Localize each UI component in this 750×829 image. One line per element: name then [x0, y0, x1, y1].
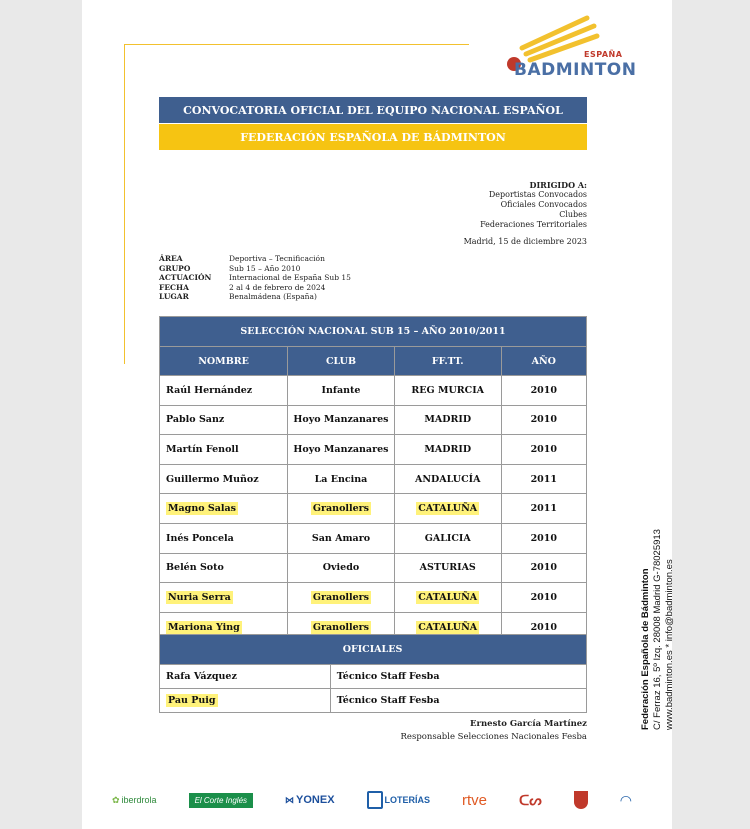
document-page: [82, 0, 675, 829]
column-header-ano: AÑO: [501, 347, 586, 376]
player-name-highlighted: Mariona Ying: [168, 621, 240, 633]
table-row: [160, 689, 587, 713]
player-name: Belén Soto: [160, 553, 288, 583]
leaf-icon: ✿: [112, 794, 120, 805]
player-name: Guillermo Muñoz: [160, 464, 288, 494]
official-name-highlighted: Pau Puig: [168, 695, 216, 706]
player-name: Martín Fenoll: [160, 435, 288, 465]
officials-table: [159, 634, 587, 713]
player-fftt: ASTURIAS: [394, 553, 501, 583]
rtve-logo: rtve: [462, 791, 488, 809]
sidebar-web: www.badminton.es * info@badminton.es: [664, 559, 675, 730]
signature-block: [401, 718, 587, 744]
player-name-highlighted: Magno Salas: [168, 503, 236, 515]
player-fftt-highlighted: CATALUÑA: [418, 621, 478, 633]
sidebar-address: [640, 529, 676, 730]
player-fftt-highlighted: CATALUÑA: [418, 591, 478, 603]
iberdrola-logo: ✿ iberdrola: [112, 794, 157, 805]
table-row: [160, 435, 587, 465]
olympic-committee-logo: [574, 791, 588, 809]
table-row: [160, 376, 587, 406]
logo-espana-text: ESPAÑA: [584, 50, 623, 59]
column-header-fftt: FF.TT.: [394, 347, 501, 376]
table-row: [160, 405, 587, 435]
decorative-line: [124, 44, 125, 364]
column-header-club: CLUB: [288, 347, 395, 376]
player-year: 2010: [501, 435, 586, 465]
detail-value: Sub 15 – Año 2010: [229, 263, 301, 273]
player-name: Inés Poncela: [160, 523, 288, 553]
details-block: [159, 254, 351, 302]
selection-table: [159, 316, 587, 642]
recipient-line: Clubes: [559, 210, 587, 219]
yonex-logo: ⋈ YONEX: [285, 794, 335, 806]
document-title: CONVOCATORIA OFICIAL DEL EQUIPO NACIONAL ESPAÑOL: [159, 97, 587, 123]
player-year: 2010: [501, 523, 586, 553]
detail-key: GRUPO: [159, 263, 191, 273]
player-year: 2010: [501, 376, 586, 406]
recipients-block: [480, 180, 587, 230]
signatory-name: Ernesto García Martínez: [470, 719, 587, 729]
table-row: [160, 494, 587, 524]
detail-key: LUGAR: [159, 292, 189, 301]
player-year: 2010: [501, 553, 586, 583]
paralympic-icon: ◠: [619, 791, 632, 808]
table-row: [160, 464, 587, 494]
recipient-line: Oficiales Convocados: [500, 200, 587, 209]
recipients-heading: DIRIGIDO A:: [529, 180, 587, 190]
player-name: Raúl Hernández: [160, 376, 288, 406]
loterias-logo: LOTERÍAS: [367, 791, 431, 809]
player-year: 2010: [501, 612, 586, 642]
paralympic-committee-logo: [620, 792, 632, 809]
player-club: Infante: [288, 376, 395, 406]
player-year: 2010: [501, 583, 586, 613]
detail-key: ACTUACIÓN: [159, 273, 212, 282]
player-club-highlighted: Granollers: [312, 621, 370, 633]
player-fftt: MADRID: [394, 405, 501, 435]
player-fftt: ANDALUCÍA: [394, 464, 501, 494]
detail-value: 2 al 4 de febrero de 2024: [229, 282, 326, 292]
player-fftt-highlighted: CATALUÑA: [418, 503, 478, 515]
detail-value: Benalmádena (España): [229, 292, 317, 301]
sidebar-org: Federación Española de Bádminton: [640, 568, 651, 730]
table-row: [160, 665, 587, 689]
selection-table-title: SELECCIÓN NACIONAL SUB 15 – AÑO 2010/2011: [160, 317, 587, 347]
document-date: Madrid, 15 de diciembre 2023: [463, 237, 587, 246]
detail-key: ÁREA: [159, 254, 183, 263]
table-row: [160, 523, 587, 553]
recipient-line: Federaciones Territoriales: [480, 220, 587, 229]
player-club: La Encina: [288, 464, 395, 494]
player-club: Hoyo Manzanares: [288, 435, 395, 465]
signatory-role: Responsable Selecciones Nacionales Fesba: [400, 732, 587, 742]
player-fftt: MADRID: [394, 435, 501, 465]
player-club-highlighted: Granollers: [312, 591, 370, 603]
player-club: Hoyo Manzanares: [288, 405, 395, 435]
detail-key: FECHA: [159, 282, 189, 292]
yonex-mark-icon: ⋈: [285, 794, 295, 805]
player-club-highlighted: Granollers: [312, 503, 370, 515]
official-name: Rafa Vázquez: [160, 665, 331, 689]
officials-table-title: OFICIALES: [160, 635, 587, 665]
shield-icon: [574, 791, 588, 809]
column-header-nombre: NOMBRE: [160, 347, 288, 376]
csd-mark-icon: ᑕᔕ: [519, 791, 542, 808]
loterias-mark-icon: [367, 791, 383, 809]
csd-logo: [519, 792, 542, 809]
official-role: Técnico Staff Fesba: [330, 665, 586, 689]
badminton-espana-logo: [492, 12, 637, 82]
player-fftt: REG MURCIA: [394, 376, 501, 406]
recipient-line: Deportistas Convocados: [488, 190, 587, 199]
sidebar-street: C/ Ferraz 16, 5º Izq. 28008 Madrid G-78025913: [652, 529, 663, 730]
player-club: Oviedo: [288, 553, 395, 583]
corte-ingles-logo: El Corte Inglés: [189, 793, 253, 808]
player-name: Pablo Sanz: [160, 405, 288, 435]
document-subtitle: FEDERACIÓN ESPAÑOLA DE BÁDMINTON: [159, 124, 587, 150]
detail-value: Deportiva – Tecnificación: [229, 254, 325, 263]
player-name-highlighted: Nuria Serra: [168, 591, 231, 603]
official-role: Técnico Staff Fesba: [330, 689, 586, 713]
detail-value: Internacional de España Sub 15: [229, 273, 351, 282]
logo-badminton-text: BADMINTON: [514, 60, 637, 80]
player-year: 2010: [501, 405, 586, 435]
player-club: San Amaro: [288, 523, 395, 553]
table-row: [160, 583, 587, 613]
decorative-line: [124, 44, 469, 45]
table-row: [160, 553, 587, 583]
player-fftt: GALICIA: [394, 523, 501, 553]
player-year: 2011: [501, 464, 586, 494]
player-year: 2011: [501, 494, 586, 524]
sponsors-bar: [112, 780, 632, 820]
